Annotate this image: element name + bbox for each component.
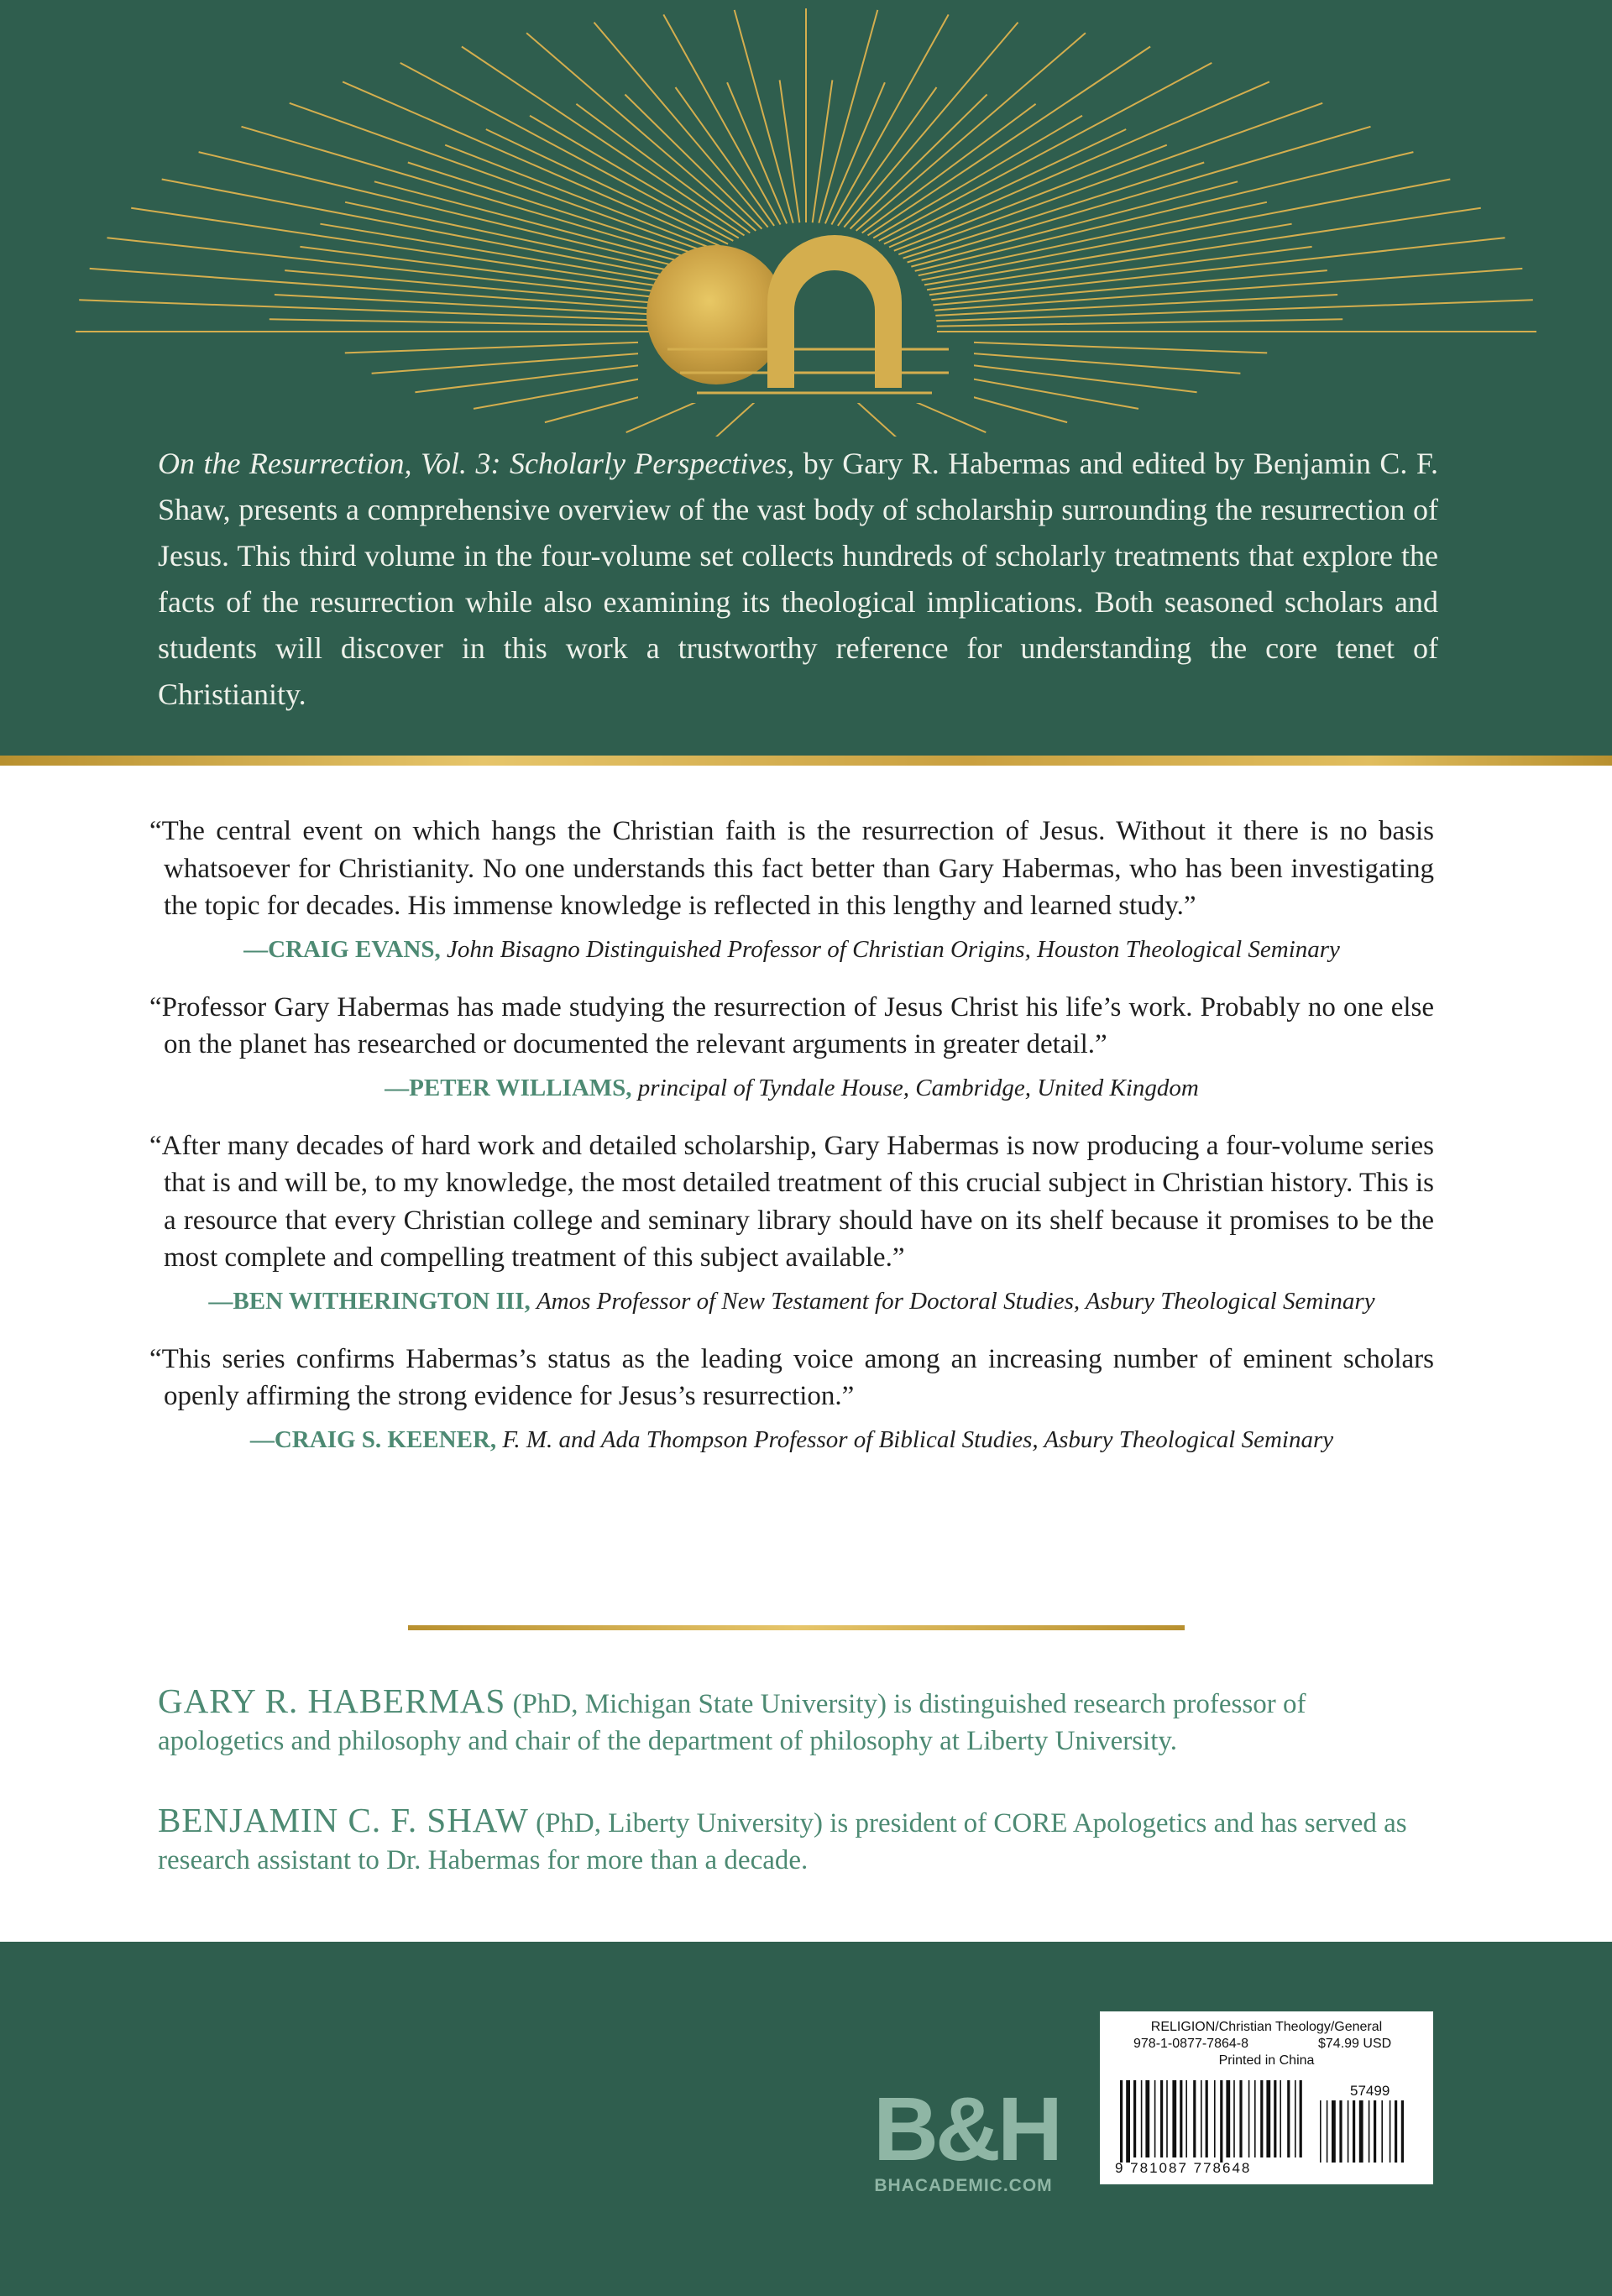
barcode-bar bbox=[1120, 2080, 1123, 2163]
barcode-bar bbox=[1214, 2080, 1216, 2157]
book-description-text: by Gary R. Habermas and edited by Benjamin C. F. Shaw, presents a comprehensive overview of the vast body of scholarship surrounding the resurrection of Jesus. This third volume in the four-volume set collects hundreds of scholarly treatments that explore the facts of the resurrection while also examining its theological implications. Both seasoned scholars and students will discover in this work a trustworthy reference for understanding the core tenet of Christianity. bbox=[158, 447, 1438, 711]
isbn: 978-1-0877-7864-8 bbox=[1133, 2037, 1248, 2051]
barcode-bar bbox=[1348, 2100, 1349, 2163]
barcode-bar bbox=[1126, 2080, 1130, 2163]
sunburst-ray bbox=[937, 319, 1342, 326]
endorsements bbox=[149, 813, 1434, 1479]
barcode-bar bbox=[1274, 2080, 1276, 2157]
sunburst-ray bbox=[345, 342, 667, 353]
author-bio-text: (PhD, Michigan State University) is distinguished research professor of apologetics and philosophy and chair of the department of philosophy at Liberty University. bbox=[158, 1689, 1306, 1756]
barcode-bar bbox=[1254, 2080, 1256, 2157]
endorser-role: John Bisagno Distinguished Professor of Christian Origins, Houston Theological Seminary bbox=[447, 935, 1340, 963]
book-description bbox=[158, 441, 1438, 718]
publisher-url: BHACADEMIC.COM bbox=[874, 2176, 1053, 2195]
sunburst-ray bbox=[911, 181, 1238, 266]
editor-name: BENJAMIN C. F. SHAW bbox=[158, 1801, 529, 1839]
endorser-role: Amos Professor of New Testament for Doctoral Studies, Asbury Theological Seminary bbox=[536, 1287, 1375, 1315]
endorsement-text: “The central event on which hangs the Christian faith is the resurrection of Jesus. Without it there is no basis whatsoever for Christianity. No one understands this fact better than Gary Habermas, who has been investigating the topic for decades. His immense knowledge is reflected in this lengthy and learned study.” bbox=[149, 816, 1434, 921]
barcode-icon bbox=[1100, 2011, 1433, 2184]
barcode-bar bbox=[1266, 2080, 1270, 2157]
barcode-bar bbox=[1381, 2100, 1383, 2163]
barcode-bar bbox=[1369, 2100, 1370, 2163]
author-name: GARY R. HABERMAS bbox=[158, 1681, 506, 1720]
endorsement-attribution bbox=[149, 934, 1434, 965]
barcode-bar bbox=[1185, 2080, 1187, 2157]
author-bio bbox=[158, 1682, 1434, 1760]
sunburst-ray bbox=[946, 342, 1268, 353]
sunburst-ray bbox=[372, 351, 674, 374]
barcode-bar bbox=[1141, 2080, 1143, 2157]
top-green-panel bbox=[0, 0, 1612, 760]
barcode-digits: 9 781087 778648 bbox=[1115, 2160, 1252, 2176]
sunburst-tomb-icon bbox=[0, 0, 1612, 437]
price: $74.99 USD bbox=[1318, 2037, 1392, 2051]
barcode-bar bbox=[1280, 2080, 1281, 2157]
endorsement bbox=[149, 1341, 1434, 1456]
barcode-bar bbox=[1260, 2080, 1263, 2157]
barcode-bar bbox=[1390, 2100, 1391, 2163]
sunburst-ray bbox=[526, 33, 756, 231]
barcode-bar bbox=[1180, 2080, 1182, 2157]
sunburst-ray bbox=[903, 163, 1205, 259]
endorsement bbox=[149, 1127, 1434, 1317]
endorser-name: —CRAIG EVANS, bbox=[243, 935, 441, 963]
gold-divider-band bbox=[0, 756, 1612, 766]
endorser-name: —PETER WILLIAMS, bbox=[385, 1074, 632, 1101]
endorsement-text: “After many decades of hard work and detailed scholarship, Gary Habermas is now producing a four-volume series that is and will be, to my knowledge, the most detailed treatment of this crucial subject in Christian history. This is a resource that every Christian college and seminary library should have on its shelf because it promises to be the most complete and compelling treatment of this subject available.” bbox=[149, 1130, 1434, 1273]
sunburst-ray bbox=[813, 80, 833, 222]
barcode-bar bbox=[1201, 2080, 1202, 2157]
sunburst-ray bbox=[290, 103, 714, 254]
barcode-bar bbox=[1154, 2080, 1156, 2157]
barcode-bar bbox=[1239, 2080, 1242, 2157]
sunburst-ray bbox=[320, 224, 688, 285]
gold-rule bbox=[408, 1625, 1185, 1630]
barcode-bar bbox=[1145, 2080, 1149, 2157]
barcode-bar bbox=[1320, 2100, 1322, 2163]
barcode-bar bbox=[1374, 2100, 1376, 2163]
barcode-bar bbox=[1401, 2100, 1404, 2163]
sunburst-ray bbox=[938, 351, 1240, 374]
book-title: On the Resurrection, Vol. 3: Scholarly Perspectives, bbox=[158, 447, 795, 480]
barcode-bar bbox=[1172, 2080, 1176, 2157]
barcode-bar bbox=[1206, 2080, 1208, 2157]
sunburst-ray bbox=[868, 47, 1151, 236]
price-addon-code: 57499 bbox=[1350, 2083, 1390, 2099]
sunburst-ray bbox=[345, 202, 693, 275]
barcode-box bbox=[1100, 2011, 1433, 2184]
sunburst-ray bbox=[270, 319, 675, 326]
barcode-bar bbox=[1160, 2080, 1163, 2157]
barcode-bar bbox=[1166, 2080, 1168, 2157]
sunburst-ray bbox=[408, 163, 709, 259]
sunburst-ray bbox=[856, 33, 1086, 231]
barcode-bar bbox=[1133, 2080, 1136, 2157]
barcode-bar bbox=[1359, 2100, 1363, 2163]
editor-bio bbox=[158, 1802, 1434, 1879]
printed-in: Printed in China bbox=[1218, 2053, 1315, 2068]
sunburst-ray bbox=[844, 23, 1018, 228]
endorsement-attribution bbox=[149, 1285, 1434, 1317]
barcode-bar bbox=[1300, 2080, 1302, 2157]
barcode-bar bbox=[1220, 2080, 1222, 2163]
endorsement-attribution bbox=[149, 1424, 1434, 1456]
publisher-logo bbox=[873, 2078, 1060, 2198]
sunburst-ray bbox=[898, 103, 1322, 254]
sunburst-ray bbox=[374, 181, 701, 266]
rolled-stone-icon bbox=[646, 245, 786, 384]
sunburst-ray bbox=[594, 23, 768, 228]
sunburst-ray bbox=[780, 80, 800, 222]
bisac-category: RELIGION/Christian Theology/General bbox=[1150, 2020, 1383, 2034]
endorsement-attribution bbox=[149, 1072, 1434, 1104]
endorser-role: principal of Tyndale House, Cambridge, United Kingdom bbox=[637, 1074, 1199, 1101]
endorser-name: —CRAIG S. KEENER, bbox=[249, 1425, 497, 1453]
barcode-bar bbox=[1248, 2080, 1250, 2157]
sunburst-ray bbox=[462, 47, 745, 236]
endorser-role: F. M. and Ada Thompson Professor of Biblical Studies, Asbury Theological Seminary bbox=[502, 1425, 1334, 1453]
tomb-doorway bbox=[794, 270, 875, 388]
publisher-logo-mark: B&H bbox=[873, 2078, 1060, 2179]
barcode-bar bbox=[1233, 2080, 1235, 2157]
barcode-bar bbox=[1339, 2100, 1342, 2163]
barcode-bar bbox=[1193, 2080, 1196, 2157]
barcode-bar bbox=[1226, 2080, 1230, 2157]
barcode-bar bbox=[1327, 2100, 1328, 2163]
barcode-bar bbox=[1295, 2080, 1296, 2157]
endorsement-text: “This series confirms Habermas’s status as the leading voice among an increasing number of eminent scholars openly affirming the strong evidence for Jesus’s resurrection.” bbox=[149, 1343, 1434, 1411]
sunburst-ray bbox=[924, 224, 1292, 285]
endorser-name: —BEN WITHERINGTON III, bbox=[208, 1287, 531, 1315]
endorsement bbox=[149, 813, 1434, 965]
sunburst-ray bbox=[919, 202, 1267, 275]
barcode-bar bbox=[1353, 2100, 1355, 2163]
barcode-bar bbox=[1395, 2100, 1397, 2163]
endorsement-text: “Professor Gary Habermas has made studying the resurrection of Jesus Christ his life’s work. Probably no one else on the planet has researched or documented the relevant arguments in greater detail.” bbox=[149, 991, 1434, 1059]
barcode-bar bbox=[1332, 2100, 1336, 2163]
editor-bio-text: (PhD, Liberty University) is president of CORE Apologetics and has served as research assistant to Dr. Habermas for more than a decade. bbox=[158, 1808, 1407, 1875]
endorsement bbox=[149, 989, 1434, 1104]
barcode-bar bbox=[1287, 2080, 1290, 2157]
